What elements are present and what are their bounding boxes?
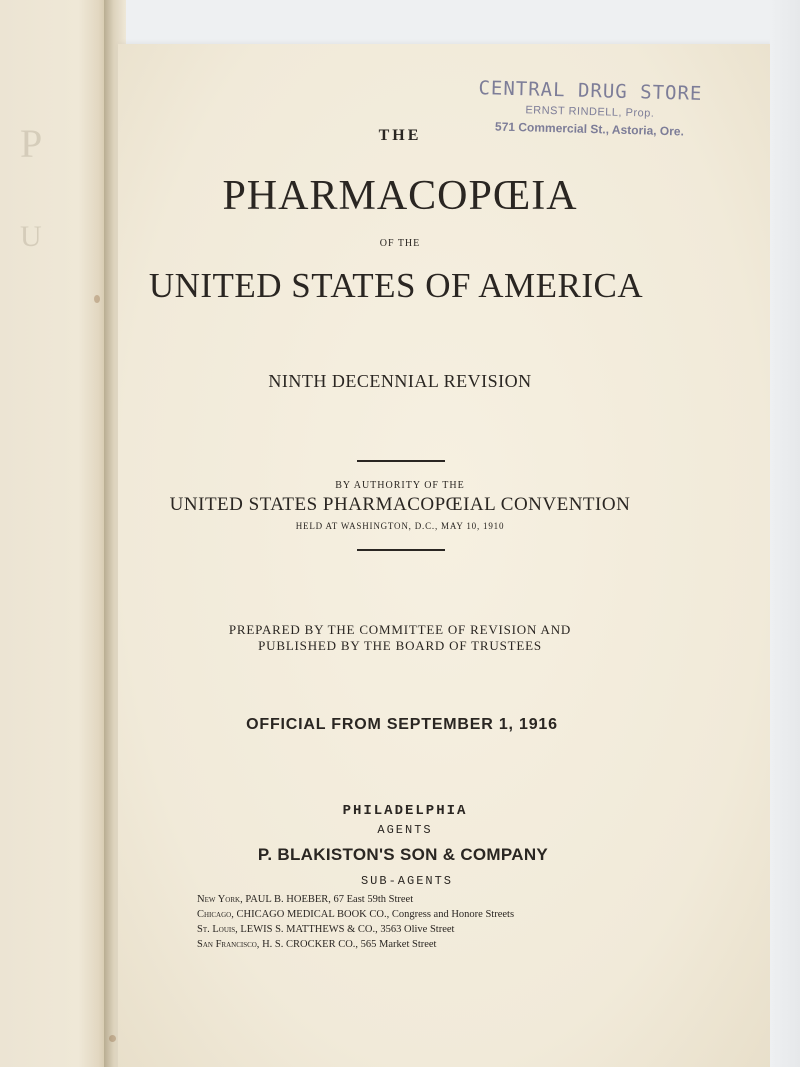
by-authority-text: BY AUTHORITY OF THE [335, 480, 465, 491]
agent-details: LEWIS S. MATTHEWS & CO., 3563 Olive Street [240, 924, 455, 935]
title-the: THE [378, 127, 422, 144]
agent-city: St. Louis, [197, 924, 238, 935]
foxing-spot [109, 1035, 116, 1042]
agent-city: San Francisco, [197, 939, 260, 950]
bleed-through-text: U [20, 220, 44, 253]
prepared-line-2: PUBLISHED BY THE BOARD OF TRUSTEES [258, 638, 542, 653]
prepared-line-1: PREPARED BY THE COMMITTEE OF REVISION AND [228, 622, 572, 637]
agent-details: H. S. CROCKER CO., 565 Market Street [262, 939, 437, 950]
publisher-name: P. BLAKISTON'S SON & COMPANY [257, 845, 549, 864]
stamp-proprietor: ERNST RINDELL, Prop. [525, 104, 655, 120]
list-item [197, 907, 627, 922]
publisher-city: PHILADELPHIA [342, 803, 468, 819]
divider-rule [357, 549, 445, 551]
stamp-address: 571 Commercial St., Astoria, Ore. [494, 119, 685, 139]
list-item [197, 922, 627, 937]
sub-agents-label: SUB-AGENTS [360, 874, 453, 888]
divider-rule [357, 460, 445, 462]
list-item [197, 937, 627, 952]
book-title: PHARMACOPŒIA [222, 173, 578, 219]
convention-held-text: HELD AT WASHINGTON, D.C., MAY 10, 1910 [295, 521, 505, 531]
revision-text: NINTH DECENNIAL REVISION [268, 371, 532, 391]
left-page [0, 0, 112, 1067]
title-country: UNITED STATES OF AMERICA [148, 266, 644, 305]
stamp-store-name: CENTRAL DRUG STORE [478, 77, 703, 105]
agent-city: New York, [197, 894, 243, 905]
agents-label: AGENTS [377, 823, 433, 837]
agent-details: PAUL B. HOEBER, 67 East 59th Street [245, 894, 414, 905]
agent-details: CHICAGO MEDICAL BOOK CO., Congress and Honore Streets [236, 909, 515, 920]
store-stamp [469, 77, 710, 139]
background-edge [770, 0, 800, 1067]
agent-city: Chicago, [197, 909, 234, 920]
bleed-through-text: P [20, 121, 45, 166]
list-item [197, 892, 627, 907]
convention-name: UNITED STATES PHARMACOPŒIAL CONVENTION [169, 494, 631, 515]
official-date-text: OFFICIAL FROM SEPTEMBER 1, 1916 [246, 716, 558, 733]
title-of-the: OF THE [379, 238, 421, 249]
sub-agents-list [197, 892, 627, 952]
